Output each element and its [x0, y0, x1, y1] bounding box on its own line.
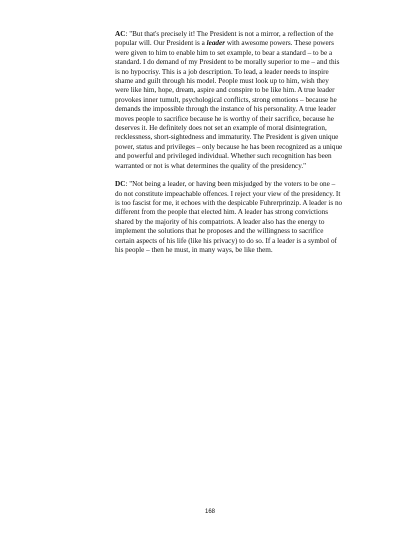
speaker-separator: : — [125, 180, 130, 189]
paragraph-ac — [115, 30, 343, 171]
paragraph-text: "Not being a leader, or having been misjudged by the voters to be one – do not constitute impeachable offences. I reject your view of the presidency. It is too fascist for me, it echoes with the despicable Fuhrerprinzip. A leader is no different from the people that elected him. A leader has strong convictions shared by the majority of his compatriots. A leader also has the energy to implement the solutions that he proposes and the willingness to sacrifice certain aspects of his life (like his privacy) to do so. If a leader is a symbol of his people – then he must, in many ways, be like them. — [115, 180, 343, 254]
body-text — [115, 30, 343, 264]
speaker-label-dc: DC — [115, 180, 126, 189]
paragraph-dc — [115, 180, 343, 255]
page-number: 168 — [204, 509, 215, 515]
speaker-label-ac: AC — [115, 30, 126, 38]
speaker-separator: : — [125, 30, 130, 38]
emphasized-word: leader — [206, 39, 226, 48]
paragraph-text: "But that's precisely it! The President is not a mirror, a reflection of the popular will. Our President is a — [115, 30, 334, 48]
paragraph-text: with awesome powers. These powers were given to him to enable him to set example, to bear a standard – to be a standard. I do demand of my President to be morally superior to me – and this is no hypocrisy. This is a job description. To lead, a leader needs to inspire shame and guilt through his model. People must look up to him, wish they were like him, hope, dream, aspire and conspire to be like him. A true leader provokes inner tumult, psychological conflicts, strong emotions – because he demands the impossible through the instance of his personality. A true leader moves people to sacrifice because he is worthy of their sacrifice, because he deserves it. He definitely does not set an example of moral disintegration, recklessness, short-sightedness and immaturity. The President is given unique power, status and privileges – only because he has been recognized as a unique and powerful and privileged individual. Whether such recognition has been warranted or not is what determines the quality of the presidency." — [115, 39, 343, 170]
